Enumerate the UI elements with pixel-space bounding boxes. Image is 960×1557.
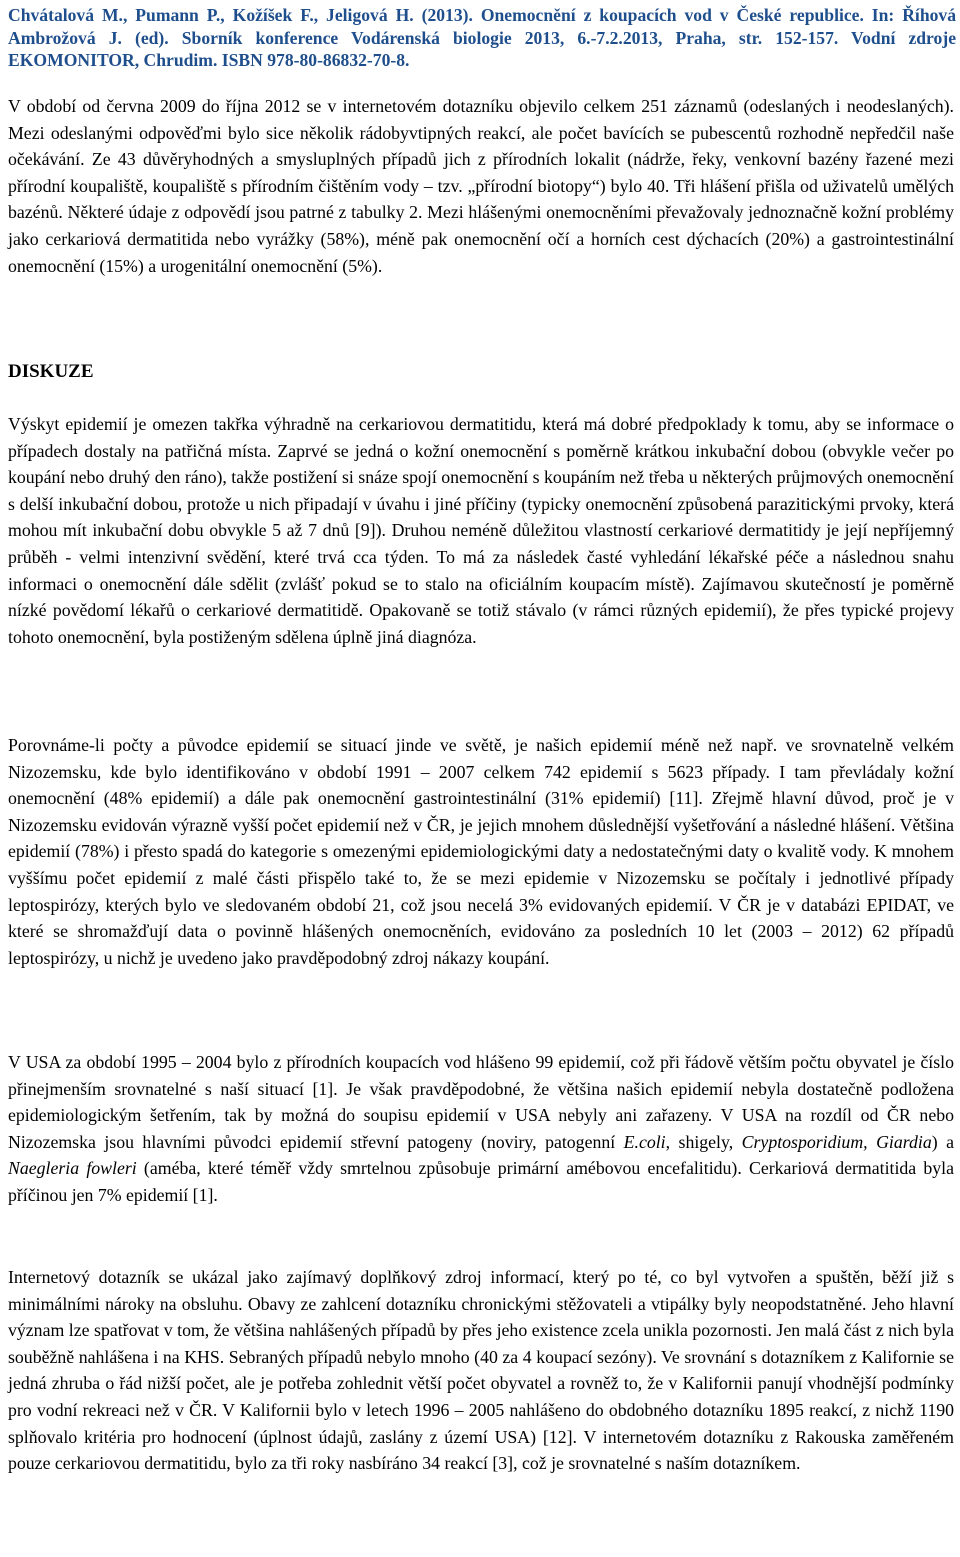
citation-header: Chvátalová M., Pumann P., Kožíšek F., Jeligová H. (2013). Onemocnění z koupacích vod v České republice. In: Říhová Ambrožová J. (ed). Sborník konference Vodárenská biologie 2013, 6.-7.2.2013, Praha, str. 152-157. Vodní zdroje EKOMONITOR, Chrudim. ISBN 978-80-86832-70-8. xyxy=(8,5,956,70)
paragraph-text xyxy=(868,1132,876,1152)
discussion-paragraph-4: Internetový dotazník se ukázal jako zajímavý doplňkový zdroj informací, který po té, co byl vytvořen a spuštěn, běží již s minimálními nároky na obsluhu. Obavy ze zahlcení dotazníku chronickými stěžovateli a vtipálky byly neopodstatněné. Jeho hlavní význam lze spatřovat v tom, že většina nahlášených případů by přes jeho existence zcela unikla pozornosti. Jen malá část z nich byla souběžně nahlášena i na KHS. Sebraných případů nebylo mnoho (40 za 4 koupací sezóny). Ve srovnání s dotazníkem z Kalifornie se jedná zhruba o řád nižší počet, ale je potřeba zohlednit větší počet obyvatel a rovněž to, že v Kalifornii panují vhodnější podmínky pro vodní rekreaci než v ČR. V Kalifornii bylo v letech 1996 – 2005 nahlášeno do obdobného dotazníku 1895 reakcí, z nichž 1190 splňovalo kritéria pro hodnocení (úplnost údajů, zaslány z území USA) [12]. V internetovém dotazníku z Rakouska zaměřeném pouze cerkariovou dermatitidu, bylo za tři roky nasbíráno 34 reakcí [3], což je srovnatelné s naším dotazníkem. xyxy=(8,1267,954,1474)
paragraph-text: , shigely, xyxy=(665,1131,742,1152)
discussion-paragraph-3 xyxy=(8,1049,954,1209)
species-name-giardia: Giardia xyxy=(876,1131,932,1152)
species-name-naegleria: Naegleria fowleri xyxy=(8,1158,137,1179)
species-name-ecoli: E.coli xyxy=(623,1131,666,1152)
results-paragraph: V období od června 2009 do října 2012 se v internetovém dotazníku objevilo celkem 251 záznamů (odeslaných i neodeslaných). Mezi odeslanými odpověďmi bylo sice několik rádobyvtipných reakcí, ale počet bavících se pubescentů rozhodně nepředčil naše očekávání. Ze 43 důvěryhodných a smysluplných případů jich z přírodních lokalit (nádrže, řeky, venkovní bazény řazené mezi přírodní koupaliště, koupaliště s přírodním čištěním vody – tzv. „přírodní biotopy“) bylo 40. Tři hlášení přišla od uživatelů umělých bazénů. Některé údaje z odpovědí jsou patrné z tabulky 2. Mezi hlášenými onemocněními převažovaly jednoznačně kožní problémy jako cerkariová dermatitida nebo vyrážky (58%), méně pak onemocnění očí a horních cest dýchacích (20%) a gastrointestinální onemocnění (15%) a urogenitální onemocnění (5%). xyxy=(8,96,954,276)
species-name-cryptosporidium: Cryptosporidium, xyxy=(741,1131,868,1152)
discussion-paragraph-2: Porovnáme-li počty a původce epidemií se situací jinde ve světě, je našich epidemií méně než např. ve srovnatelně velkém Nizozemsku, kde bylo identifikováno v období 1991 – 2007 celkem 742 epidemií s 5623 případy. I tam převládaly kožní onemocnění (48% epidemií) a dále pak onemocnění gastrointestinální (31% epidemií) [11]. Zřejmě hlavní důvod, proč je v Nizozemsku evidován výrazně vyšší počet epidemií než v ČR, je jejich mnohem důslednější vyšetřování a následné hlášení. Většina epidemií (78%) i přesto spadá do kategorie s omezenými epidemiologickými daty a nedostatečnými daty o kvalitě vody. K mnohem vyššímu počet epidemií z malé části přispělo také to, že se mezi epidemie v Nizozemsku se počítaly i jednotlivé případy leptospirózy, kterých bylo ve sledovaném období 21, což jsou necelá 3% evidovaných epidemií. V ČR je v databázi EPIDAT, ve které se shromažďují data o povinně hlášených onemocněních, evidováno za posledních 10 let (2003 – 2012) 62 případů leptospirózy, u nichž je uvedeno jako pravděpodobný zdroj nákazy koupání. xyxy=(8,735,954,968)
paragraph-text: ) a xyxy=(931,1131,954,1152)
paragraph-text: V USA za období 1995 – 2004 bylo z přírodních koupacích vod hlášeno 99 epidemií, což při řádově větším počtu obyvatel je číslo přinejmenším srovnatelné s naší situací [1]. Je však pravděpodobné, že většina našich epidemií nebyla dostatečně podložena epidemiologickým šetřením, tak by možná do soupisu epidemií v USA nebyly ani zařazeny. V USA na rozdíl od ČR nebo Nizozemska jsou hlavními původci epidemií střevní patogeny (noviry, patogenní xyxy=(8,1052,954,1152)
paragraph-text: (améba, které téměř vždy smrtelnou způsobuje primární amébovou encefalitidu). Cerkariová dermatitida byla příčinou jen 7% epidemií [1]. xyxy=(8,1158,954,1205)
section-heading-discussion: DISKUZE xyxy=(8,361,94,382)
discussion-paragraph-1: Výskyt epidemií je omezen takřka výhradně na cerkariovou dermatitidu, která má dobré předpoklady k tomu, aby se informace o případech dostaly na patřičná místa. Zaprvé se jedná o kožní onemocnění s poměrně krátkou inkubační dobou (obvykle večer po koupání nebo druhý den ráno), takže postižení si snáze spojí onemocnění s koupáním než třeba u některých průjmových onemocnění s delší inkubační dobou, protože u nich připadají v úvahu i jiné příčiny (typicky onemocnění způsobená parazitickými prvoky, která mohou mít inkubační dobu obvykle 5 až 7 dnů [9]). Druhou neméně důležitou vlastností cerkariové dermatitidy je její nepříjemný průběh - velmi intenzivní svědění, které trvá cca týden. To má za následek časté vyhledání lékařské péče a následnou snahu informaci o onemocnění dále sdělit (zvlášť pokud se to stalo na oficiálním koupacím místě). Zajímavou skutečností je poměrně nízké povědomí lékařů o cerkariové dermatitidě. Opakovaně se totiž stávalo (v rámci různých epidemií), že přes typické projevy tohoto onemocnění, byla postiženým sdělena úplně jiná diagnóza. xyxy=(8,414,954,647)
